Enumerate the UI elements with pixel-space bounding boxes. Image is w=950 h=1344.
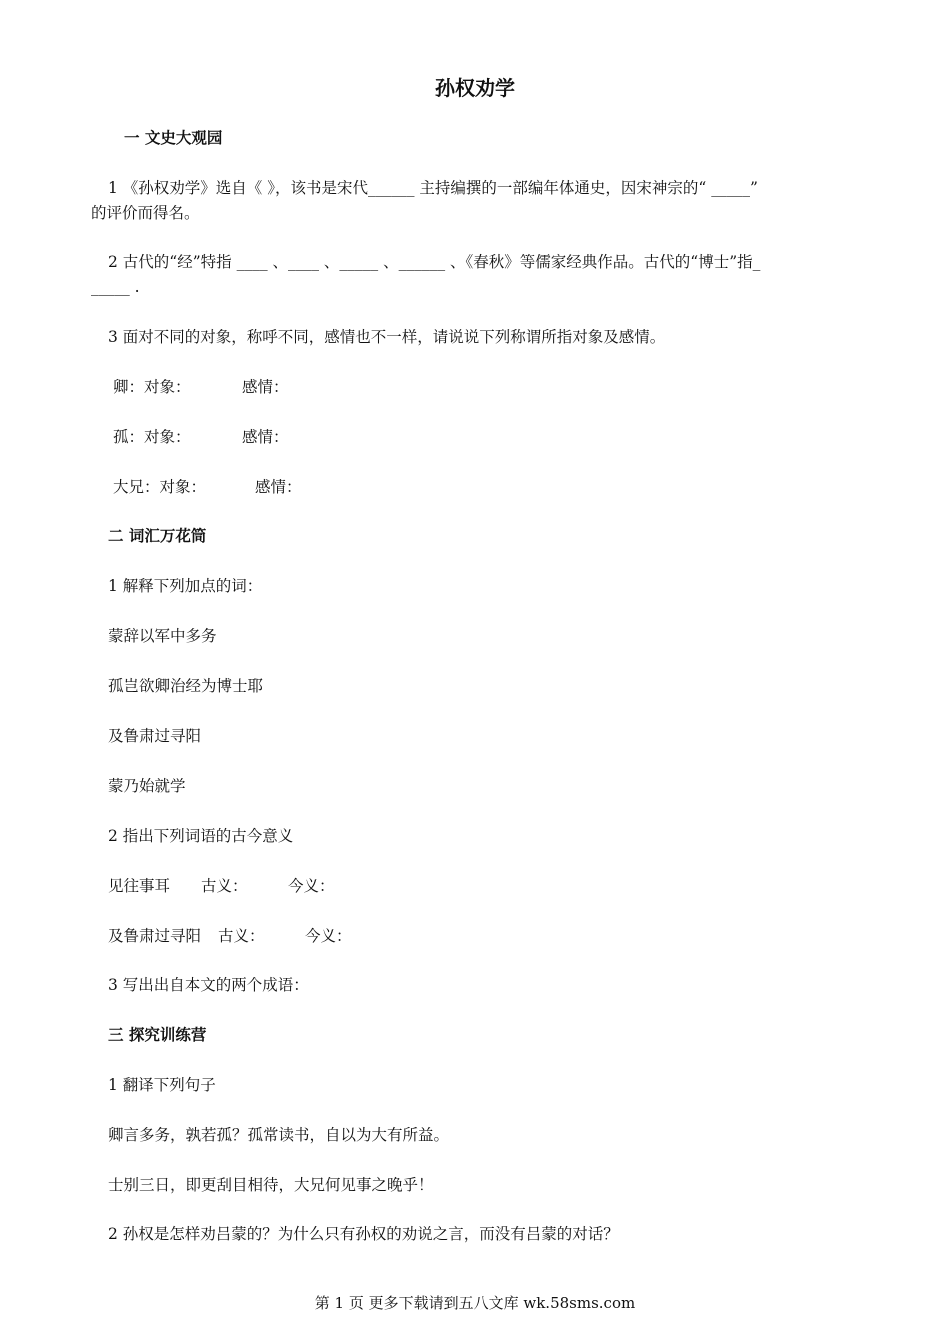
vocab-item: 及鲁肃过寻阳 [108,727,202,745]
vocab-item: 蒙辞以军中多务 [108,627,217,645]
vocab-question-2: 2 指出下列词语的古今意义 [108,827,294,845]
question-1-line-2: 的评价而得名。 [91,204,200,222]
vocab-question-3: 3 写出出自本文的两个成语： [108,976,309,994]
ancient-meaning-label: 古义： [201,877,248,895]
daxiong-feeling-label: 感情： [255,478,302,496]
daxiong-object-label: 大兄：对象： [113,478,207,496]
question-2-line-1: 2 古代的“经”特指 ____ 、____ 、_____ 、______ 、《春秋》等儒家经典作品。古代的“博士”指_ [108,253,761,271]
modern-meaning-label: 今义： [288,877,335,895]
vocab-item: 蒙乃始就学 [108,777,186,795]
translate-sentence: 士别三日，即更刮目相待，大兄何见事之晚乎！ [108,1176,434,1194]
explore-question-2: 2 孙权是怎样劝吕蒙的？为什么只有孙权的劝说之言，而没有吕蒙的对话？ [108,1225,619,1243]
section-heading-2: 二 词汇万花筒 [108,527,207,545]
qing-object-label: 卿：对象： [113,378,191,396]
word-phrase: 及鲁肃过寻阳 [108,927,202,945]
page-title: 孙权劝学 [435,76,515,100]
question-2-line-2: _____ . [91,278,140,296]
explore-question-1: 1 翻译下列句子 [108,1076,216,1094]
section-heading-1: 一 文史大观园 [124,129,223,147]
gu-object-label: 孤：对象： [113,428,191,446]
gu-feeling-label: 感情： [242,428,289,446]
section-heading-3: 三 探究训练营 [108,1026,207,1044]
question-1-line-1: 1 《孙权劝学》选自《 》，该书是宋代______ 主持编撰的一部编年体通史，因宋神宗的“ _____” [108,179,758,197]
vocab-item: 孤岂欲卿治经为博士耶 [108,677,264,695]
question-3: 3 面对不同的对象，称呼不同，感情也不一样，请说说下列称谓所指对象及感情。 [108,328,666,346]
page-footer: 第 1 页 更多下载请到五八文库 wk.58sms.com [314,1294,636,1312]
vocab-question-1: 1 解释下列加点的词： [108,577,263,595]
ancient-meaning-label: 古义： [218,927,265,945]
qing-feeling-label: 感情： [242,378,289,396]
word-phrase: 见往事耳 [108,877,171,895]
modern-meaning-label: 今义： [305,927,352,945]
translate-sentence: 卿言多务，孰若孤？孤常读书，自以为大有所益。 [108,1126,450,1144]
